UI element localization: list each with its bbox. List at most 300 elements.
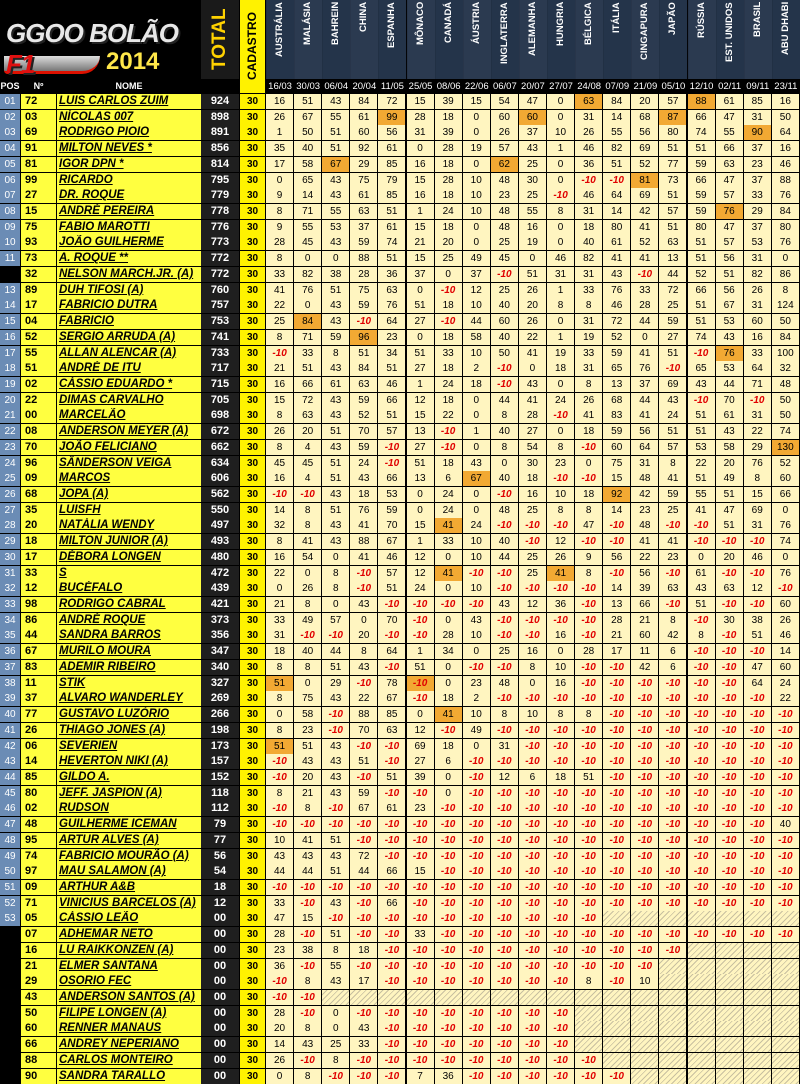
score-cell: -10 [631,864,658,879]
score-cell: 63 [716,581,743,596]
score-cell: 47 [575,518,602,533]
cadastro-cell: 30 [240,959,265,974]
score-cell: 0 [294,676,321,691]
race-date: 16/03 [268,81,292,92]
score-cell: -10 [659,754,686,769]
score-cell [407,990,434,1005]
score-cell: 67 [463,471,490,486]
score-cell: -10 [772,927,799,942]
score-cell: 57 [716,188,743,203]
score-cell: 52 [772,456,799,471]
score-cell: -10 [659,739,686,754]
score-cell: -10 [631,801,658,816]
race-date: 12/10 [689,81,714,92]
player-name: SEVERIEN [57,739,201,754]
score-cell [772,1053,799,1068]
score-cell: 10 [463,346,490,361]
score-cell: 82 [575,251,602,266]
score-cell: 21 [407,235,434,250]
player-name: CARLOS MONTEIRO [57,1053,201,1068]
position-cell: 34 [0,613,20,628]
score-cell: 0 [435,267,462,282]
score-cell: 80 [688,220,715,235]
score-cell: 37 [744,173,771,188]
score-cell: 26 [491,125,518,140]
score-cell: -10 [322,1069,349,1084]
score-cell: -10 [575,471,602,486]
score-cell [744,911,771,926]
score-cell: 0 [463,235,490,250]
cadastro-cell: 30 [240,911,265,926]
score-cell: -10 [688,691,715,706]
score-cell: -10 [603,754,630,769]
total-cell: 00 [201,959,239,974]
player-number: 90 [21,1069,56,1084]
score-cell [716,1037,743,1052]
score-cell: 0 [435,786,462,801]
player-name: NÍCOLAS 007 [57,110,201,125]
score-cell: -10 [519,864,546,879]
score-cell: 14 [266,503,293,518]
score-cell: 76 [350,503,377,518]
score-cell: 8 [322,1053,349,1068]
score-cell: 0 [547,173,574,188]
player-name: FABRICIO MOURÃO (A) [57,849,201,864]
score-cell: 8 [547,707,574,722]
score-cell: 40 [491,330,518,345]
score-cell [772,974,799,989]
score-cell: 8 [575,503,602,518]
score-cell: 20 [716,550,743,565]
score-cell: -10 [659,566,686,581]
score-cell: 28 [266,1006,293,1021]
table-row [0,770,800,786]
score-cell: 81 [631,173,658,188]
score-cell: 51 [322,503,349,518]
score-cell: 26 [772,613,799,628]
score-cell: -10 [407,817,434,832]
score-cell: 51 [378,251,405,266]
score-cell: 37 [407,267,434,282]
score-cell: 6 [659,660,686,675]
score-cell: 50 [491,346,518,361]
player-name: OSORIO FEC [57,974,201,989]
score-cell: 58 [463,330,490,345]
score-cell: -10 [659,801,686,816]
score-cell: 23 [266,943,293,958]
score-cell: 51 [716,487,743,502]
score-cell: 43 [322,440,349,455]
score-cell: -10 [350,1069,377,1084]
total-cell: 340 [201,660,239,675]
score-cell [631,911,658,926]
score-cell: 8 [294,974,321,989]
score-cell: 51 [322,283,349,298]
race-header: ESPANHA [378,0,406,79]
score-cell: 80 [659,125,686,140]
score-cell: 59 [350,298,377,313]
score-cell: -10 [435,597,462,612]
score-cell: -10 [294,927,321,942]
score-cell: 72 [378,94,405,109]
total-cell: 472 [201,566,239,581]
score-cell: -10 [575,943,602,958]
score-cell: -10 [688,660,715,675]
score-cell: -10 [519,628,546,643]
score-cell: 59 [378,503,405,518]
position-cell: 31 [0,566,20,581]
score-cell: 63 [659,581,686,596]
score-cell: 100 [772,346,799,361]
score-cell [744,1053,771,1068]
position-cell: 18 [0,361,20,376]
score-cell: 55 [688,487,715,502]
cadastro-cell: 30 [240,723,265,738]
race-date: 30/03 [296,81,321,92]
score-cell: 36 [575,157,602,172]
table-row [0,298,800,314]
score-cell: 41 [350,550,377,565]
score-cell: -10 [266,346,293,361]
player-name: STIK [57,676,201,691]
player-name: MURILO MOURA [57,644,201,659]
score-cell: 0 [519,676,546,691]
score-cell: -10 [547,1053,574,1068]
score-cell: 59 [659,314,686,329]
total-cell: 173 [201,739,239,754]
score-cell: 12 [407,723,434,738]
score-cell: -10 [688,346,715,361]
score-cell: -10 [547,1069,574,1084]
score-cell [463,990,490,1005]
position-cell: 19 [0,377,20,392]
score-cell: -10 [378,833,405,848]
score-cell: 70 [716,393,743,408]
score-cell [744,1037,771,1052]
score-cell: 18 [519,471,546,486]
cadastro-cell: 30 [240,597,265,612]
score-cell: 59 [350,440,377,455]
score-cell: 75 [350,173,377,188]
score-cell: 86 [772,267,799,282]
score-cell: 31 [575,204,602,219]
score-cell: -10 [744,691,771,706]
score-cell [659,1006,686,1021]
score-cell: 16 [772,94,799,109]
score-cell: -10 [463,770,490,785]
score-cell: 130 [772,440,799,455]
total-cell: 779 [201,188,239,203]
score-cell: 72 [294,393,321,408]
score-cell: -10 [322,911,349,926]
score-cell: 20 [435,235,462,250]
score-cell: 18 [575,220,602,235]
position-cell: 32 [0,581,20,596]
position-cell [0,1053,20,1068]
table-row [0,849,800,865]
score-cell: 39 [631,581,658,596]
score-cell: 10 [547,125,574,140]
score-cell: -10 [716,896,743,911]
score-cell: 67 [322,157,349,172]
score-cell: 57 [322,613,349,628]
score-cell [688,1021,715,1036]
score-cell [716,1069,743,1084]
score-cell: 0 [435,770,462,785]
race-date: 22/06 [464,81,489,92]
race-date: 27/07 [549,81,573,92]
score-cell [688,990,715,1005]
total-cell: 891 [201,125,239,140]
score-cell: -10 [659,864,686,879]
player-number: 20 [21,518,56,533]
table-row [0,503,800,519]
score-cell: 16 [266,94,293,109]
score-cell: 31 [744,110,771,125]
race-header: CHINA [350,0,378,79]
score-cell: -10 [294,487,321,502]
score-cell: 51 [603,157,630,172]
score-cell: 69 [631,188,658,203]
score-cell [603,1053,630,1068]
score-cell: -10 [716,817,743,832]
score-cell: 31 [407,125,434,140]
score-cell: -10 [322,628,349,643]
cadastro-cell: 30 [240,173,265,188]
cadastro-cell: 30 [240,518,265,533]
score-cell: 19 [463,141,490,156]
score-cell: 12 [407,566,434,581]
score-cell: 18 [435,393,462,408]
score-cell: -10 [491,896,518,911]
score-cell: 51 [378,581,405,596]
score-cell: 40 [772,817,799,832]
score-cell: 1 [407,204,434,219]
score-cell: -10 [772,739,799,754]
score-cell: -10 [603,691,630,706]
score-cell: 50 [772,110,799,125]
cadastro-cell: 30 [240,707,265,722]
score-cell: -10 [463,660,490,675]
score-cell: -10 [547,864,574,879]
cadastro-cell: 30 [240,283,265,298]
score-cell: 33 [407,927,434,942]
score-cell: -10 [716,786,743,801]
score-cell: -10 [716,770,743,785]
total-cell: 266 [201,707,239,722]
score-cell: 31 [744,251,771,266]
total-cell: 152 [201,770,239,785]
score-cell: -10 [378,786,405,801]
score-cell: 43 [350,597,377,612]
score-cell: 24 [463,518,490,533]
score-cell: 28 [575,644,602,659]
score-cell: 1 [407,534,434,549]
player-number: 29 [21,974,56,989]
score-cell: -10 [491,849,518,864]
total-cell: 778 [201,204,239,219]
score-cell: 37 [519,125,546,140]
score-cell: 8 [266,440,293,455]
score-cell: -10 [435,424,462,439]
score-cell: 66 [378,864,405,879]
score-cell: -10 [463,786,490,801]
score-cell [772,959,799,974]
total-cell: 439 [201,581,239,596]
cadastro-cell: 30 [240,613,265,628]
score-cell: 37 [350,220,377,235]
score-cell: -10 [294,880,321,895]
score-cell: 82 [603,141,630,156]
race-header: ÁUSTRIA [463,0,491,79]
total-cell: 757 [201,298,239,313]
score-cell: -10 [575,786,602,801]
player-number: 51 [21,361,56,376]
score-cell: 1 [547,283,574,298]
cadastro-cell: 30 [240,1006,265,1021]
total-cell: 776 [201,220,239,235]
cadastro-cell: 30 [240,1037,265,1052]
score-cell: 33 [266,613,293,628]
score-cell: -10 [603,849,630,864]
total-cell: 772 [201,251,239,266]
score-cell: 26 [519,314,546,329]
race-header: MALÁSIA [294,0,322,79]
score-cell: 6 [659,644,686,659]
player-number: 96 [21,456,56,471]
score-cell: 38 [744,613,771,628]
score-cell: 59 [603,424,630,439]
score-cell: -10 [603,817,630,832]
score-cell: 43 [294,754,321,769]
score-cell: 72 [659,283,686,298]
cadastro-cell: 30 [240,974,265,989]
player-name: ANDREY NEPERIANO [57,1037,201,1052]
score-cell: 43 [322,188,349,203]
score-cell: -10 [575,911,602,926]
score-cell: -10 [631,943,658,958]
score-cell: 18 [435,456,462,471]
position-cell: 01 [0,94,20,109]
cadastro-header: CADASTRO [240,0,265,93]
score-cell: 8 [744,471,771,486]
score-cell: 64 [744,361,771,376]
score-cell: -10 [744,644,771,659]
player-name: IGOR DPN * [57,157,201,172]
score-cell [716,1053,743,1068]
total-cell: 662 [201,440,239,455]
position-cell: 02 [0,110,20,125]
race-header: BRASIL [744,0,772,79]
score-cell: -10 [322,707,349,722]
total-cell: 54 [201,864,239,879]
player-number: 91 [21,141,56,156]
score-cell: -10 [463,943,490,958]
score-cell: 23 [659,550,686,565]
score-cell: 47 [266,911,293,926]
total-cell: 198 [201,723,239,738]
score-cell [772,1006,799,1021]
score-cell: -10 [659,361,686,376]
score-cell [659,959,686,974]
cadastro-cell: 30 [240,424,265,439]
score-cell: 46 [378,550,405,565]
player-number: 12 [21,581,56,596]
score-cell: 52 [688,267,715,282]
score-cell: 51 [322,424,349,439]
position-cell: 53 [0,911,20,926]
score-cell: 33 [575,346,602,361]
score-cell: -10 [294,628,321,643]
player-number: 95 [21,833,56,848]
score-cell: -10 [407,959,434,974]
score-cell: 51 [659,188,686,203]
score-cell: -10 [631,267,658,282]
score-cell: 8 [266,691,293,706]
score-cell: 46 [744,550,771,565]
score-cell: 18 [435,691,462,706]
total-cell: 00 [201,1006,239,1021]
table-row [0,660,800,676]
score-cell: 12 [463,283,490,298]
cadastro-cell: 30 [240,801,265,816]
score-cell: -10 [294,1053,321,1068]
score-cell: 44 [716,377,743,392]
total-cell: 327 [201,676,239,691]
score-cell: -10 [631,896,658,911]
total-cell: 497 [201,518,239,533]
score-cell: -10 [575,723,602,738]
score-cell: 29 [322,676,349,691]
race-header: BAHREIN [322,0,350,79]
score-cell: 66 [294,377,321,392]
score-cell: -10 [519,896,546,911]
score-cell: 61 [378,801,405,816]
score-cell: -10 [350,581,377,596]
score-cell: 51 [688,298,715,313]
name-header: NOME [115,81,143,91]
score-cell: 46 [603,298,630,313]
score-cell: -10 [547,613,574,628]
score-cell: -10 [688,754,715,769]
score-cell: 8 [491,707,518,722]
player-number: 08 [21,424,56,439]
score-cell: 57 [378,566,405,581]
cadastro-cell: 30 [240,691,265,706]
player-number: 83 [21,660,56,675]
score-cell: 59 [688,204,715,219]
score-cell: -10 [378,880,405,895]
cadastro-cell: 30 [240,393,265,408]
score-cell: -10 [772,896,799,911]
score-cell: -10 [407,1037,434,1052]
score-cell: 29 [744,204,771,219]
score-cell: 43 [322,393,349,408]
score-cell: 25 [266,314,293,329]
score-cell: 92 [603,487,630,502]
position-cell: 49 [0,849,20,864]
position-cell: 39 [0,691,20,706]
score-cell: 12 [491,770,518,785]
table-row [0,707,800,723]
score-cell: -10 [659,849,686,864]
score-cell: 69 [631,141,658,156]
score-cell: -10 [491,786,518,801]
score-cell: 61 [716,94,743,109]
player-number: 48 [21,817,56,832]
cadastro-cell: 30 [240,157,265,172]
score-cell: 0 [294,298,321,313]
